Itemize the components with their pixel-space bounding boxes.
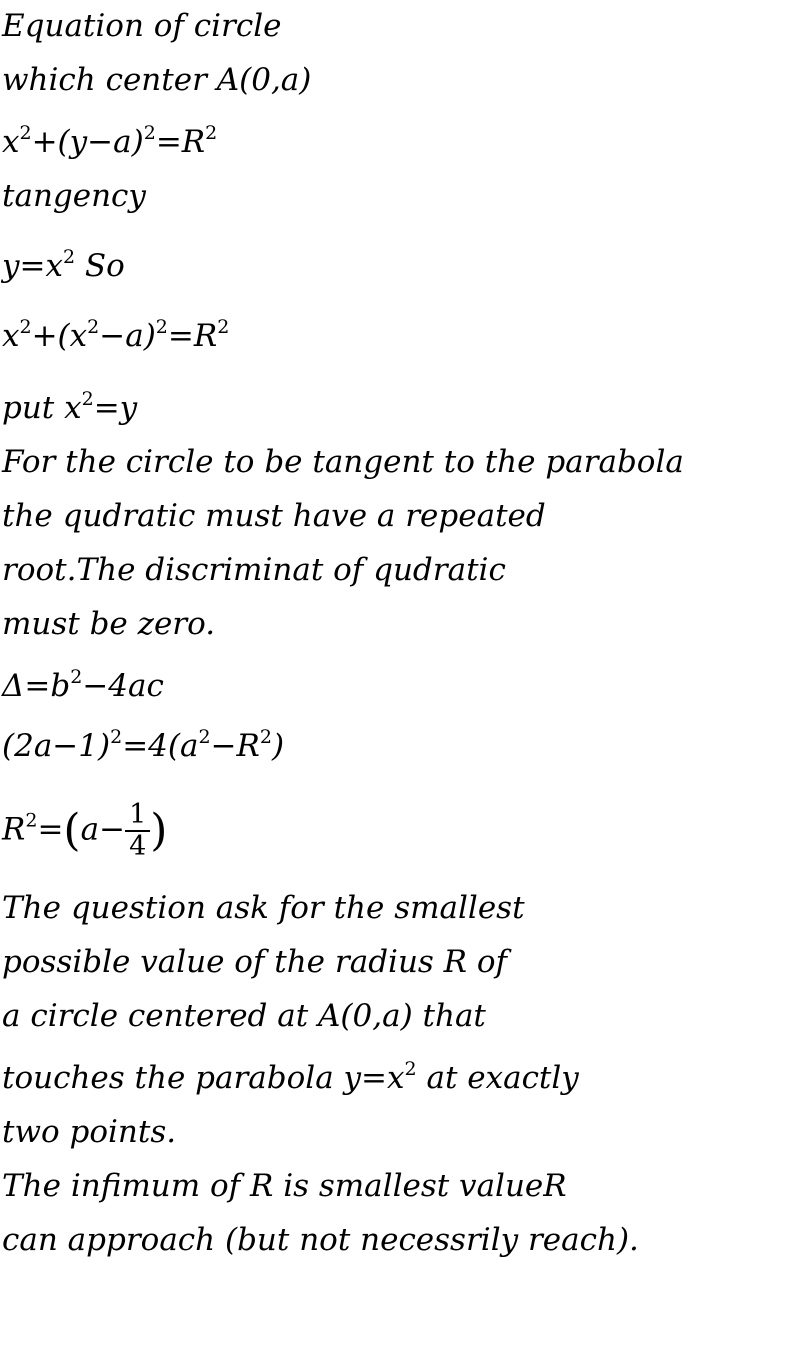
equation-radius-squared: $R^2=(a-$ $\frac{1}{4}$ ) <box>2 799 168 862</box>
line-touches: touches the parabola $y=x^2$ at exactly <box>2 1058 579 1096</box>
line-two-points: two points. <box>2 1114 177 1150</box>
fraction-one-quarter: $\frac{1}{4}$ <box>125 800 150 862</box>
line-tangency: tangency <box>2 178 146 214</box>
line-question: The question ask for the smallest <box>2 890 525 926</box>
line-centered: a circle centered at A(0,a) that <box>2 998 486 1034</box>
line-tangent-condition: For the circle to be tangent to the parabola <box>2 444 684 480</box>
line-root: root.The discriminat of qudratic <box>2 552 506 588</box>
line-title: Equation of circle <box>2 8 282 44</box>
left-paren: ( <box>63 805 81 856</box>
equation-condition: $(2a-1)^2=4(a^2-R^2)$ <box>2 726 285 764</box>
line-infimum: The infimum of R is smallest valueR <box>2 1168 567 1204</box>
line-repeated: the qudratic must have a repeated <box>2 498 546 534</box>
line-center: which center A(0,a) <box>2 62 312 98</box>
line-zero: must be zero. <box>2 606 216 642</box>
line-put: put $x^2=y$ <box>2 388 138 426</box>
equation-circle: $x^2+(y-a)^2=R^2$ <box>2 122 218 160</box>
equation-substituted: $x^2+(x^2-a)^2=R^2$ <box>2 316 230 354</box>
right-paren: ) <box>150 805 168 856</box>
equation-parabola: $y=x^2$ So <box>2 246 125 284</box>
line-possible: possible value of the radius R of <box>2 944 508 980</box>
equation-discriminant: $\Delta=b^2-4ac$ <box>2 666 164 704</box>
line-approach: can approach (but not necessrily reach). <box>2 1222 639 1258</box>
